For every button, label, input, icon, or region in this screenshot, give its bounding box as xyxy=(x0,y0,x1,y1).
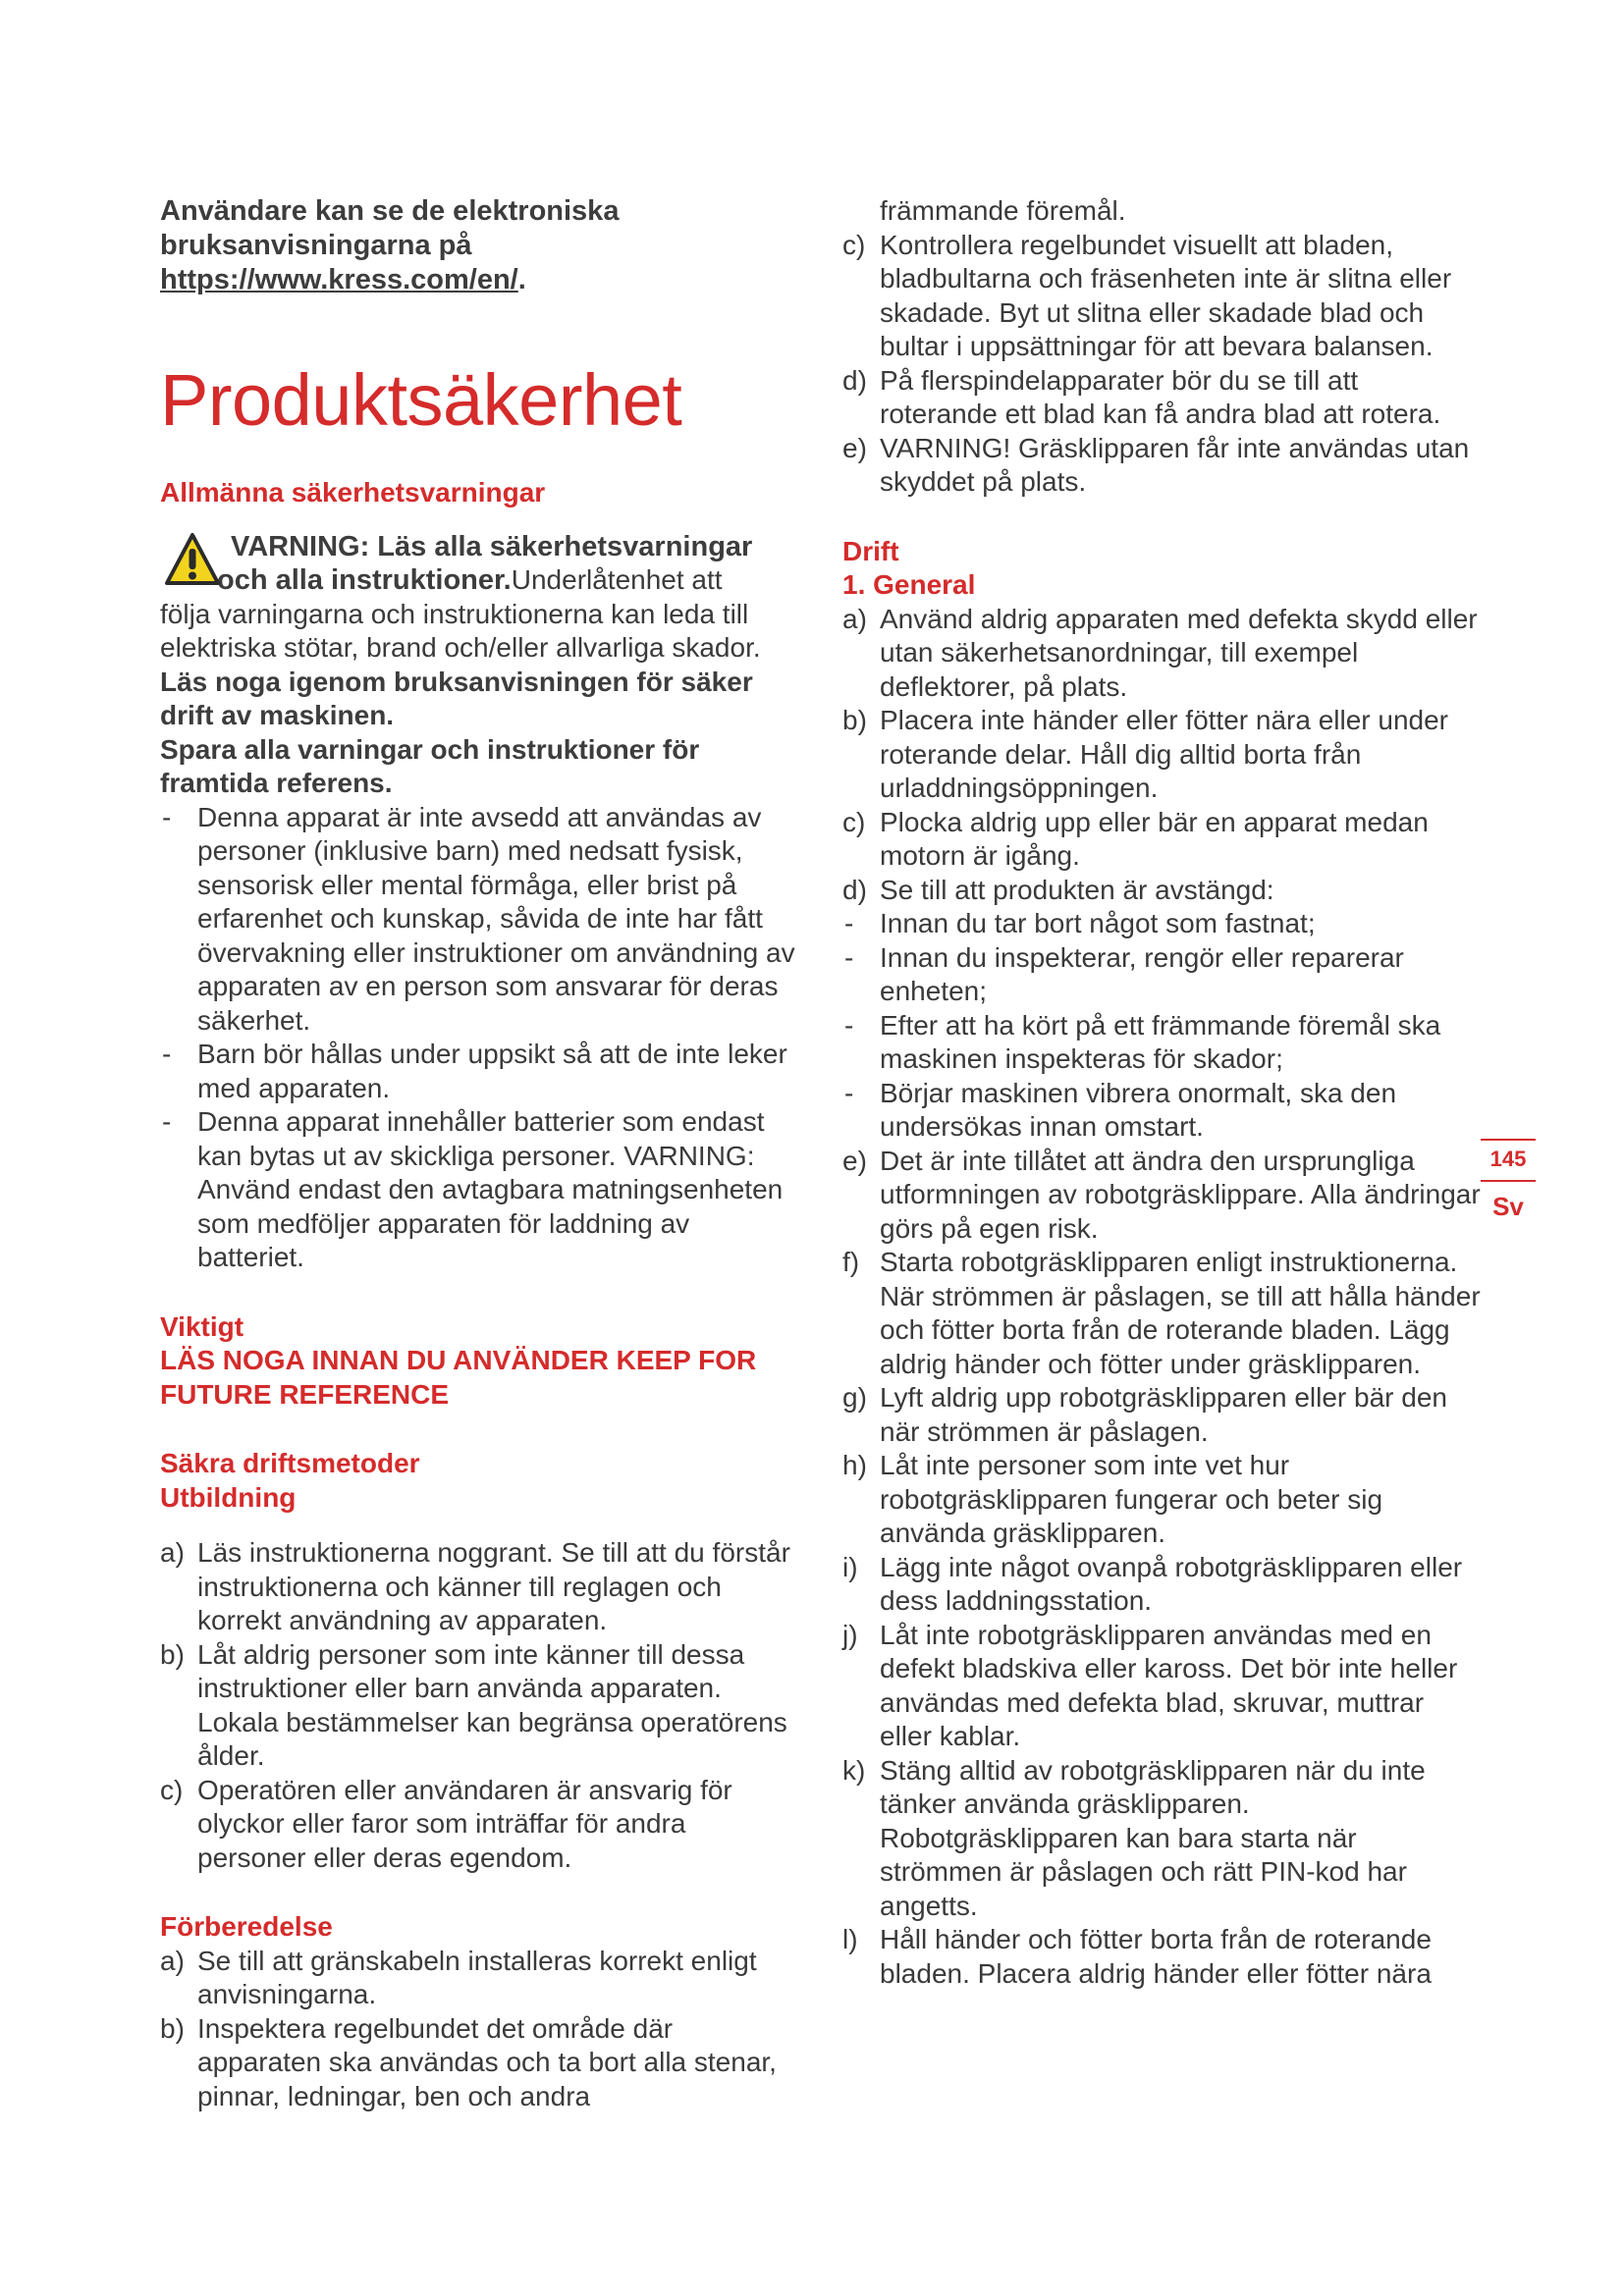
preparation-heading: Förberedelse xyxy=(160,1911,333,1942)
list-item xyxy=(160,1638,798,1774)
general-list-continued xyxy=(842,1145,1481,1992)
list-item xyxy=(160,1945,798,2012)
list-marker: c) xyxy=(842,229,866,260)
right-column xyxy=(842,194,1481,1991)
list-text: Inspektera regelbundet det område där apparaten ska användas och ta bort alla stenar, pinnar, ledningar, ben och andra xyxy=(197,2012,777,2111)
list-text: Låt inte robotgräsklipparen användas med en defekt bladskiva eller kaross. Det bör inte heller användas med defekta blad, skruvar, muttrar eller kablar. xyxy=(880,1619,1458,1751)
list-text: Lyft aldrig upp robotgräsklipparen eller bär den när strömmen är påslagen. xyxy=(880,1382,1447,1447)
manual-link[interactable]: https://www.kress.com/en/ xyxy=(160,264,518,295)
list-item xyxy=(160,1774,798,1876)
page-marker xyxy=(1481,1139,1536,1221)
list-marker: c) xyxy=(160,1774,184,1805)
list-text: Se till att gränskabeln installeras korrekt enligt anvisningarna. xyxy=(197,1945,757,2009)
list-item xyxy=(842,603,1481,705)
page-marker-rule xyxy=(1481,1139,1536,1141)
training-list xyxy=(160,1536,798,1875)
list-text: VARNING! Gräsklipparen får inte användas utan skyddet på plats. xyxy=(880,432,1470,497)
save-warnings-note: Spara alla varningar och instruktioner för framtida referens. xyxy=(160,733,700,798)
general-warnings-list xyxy=(160,801,798,1275)
list-item xyxy=(842,1145,1481,1247)
operation-heading: Drift xyxy=(842,535,899,566)
general-warnings-heading: Allmänna säkerhetsvarningar xyxy=(160,477,546,507)
list-item: - Denna apparat innehåller batterier som endast kan bytas ut av skickliga personer. VARNING: Använd endast den avtagbara matningsenheten som medföljer apparaten för laddning av batteriet. xyxy=(160,1105,798,1275)
general-heading: 1. General xyxy=(842,569,976,600)
list-text: Lägg inte något ovanpå robotgräsklipparen eller dess laddningsstation. xyxy=(880,1551,1463,1616)
list-item xyxy=(842,806,1481,874)
list-text: Låt aldrig personer som inte känner till dessa instruktioner eller barn använda apparaten. Lokala bestämmelser kan begränsa operatörens ålder. xyxy=(197,1638,787,1771)
list-item xyxy=(160,2012,798,2114)
list-marker: l) xyxy=(842,1924,858,1954)
list-marker: a) xyxy=(160,1945,185,1976)
list-item xyxy=(842,432,1481,500)
list-text: Se till att produkten är avstängd: xyxy=(880,874,1274,905)
list-text: På flerspindelapparater bör du se till att roterande ett blad kan få andra blad att rotera. xyxy=(880,364,1441,429)
intro-text: Användare kan se de elektroniska bruksanvisningarna på xyxy=(160,195,620,261)
page-title: Produktsäkerhet xyxy=(160,359,682,441)
list-marker: f) xyxy=(842,1247,860,1277)
left-column xyxy=(160,194,798,2113)
list-item xyxy=(842,874,1481,908)
language-code: Sv xyxy=(1492,1192,1524,1221)
list-marker: b) xyxy=(842,705,867,735)
preparation-list xyxy=(160,1945,798,2114)
list-text: Låt inte personer som inte vet hur robotgräsklipparen fungerar och beter sig använda gräsklipparen. xyxy=(880,1450,1383,1548)
list-item xyxy=(842,364,1481,432)
list-marker: h) xyxy=(842,1450,867,1480)
warning-text: följa varningarna och instruktionerna kan leda till elektriska stötar, brand och/eller allvarliga skador. xyxy=(160,598,761,663)
list-marker: b) xyxy=(160,2012,185,2044)
list-marker: i) xyxy=(842,1551,858,1582)
list-marker: d) xyxy=(842,874,867,905)
list-item: - Denna apparat är inte avsedd att användas av personer (inklusive barn) med nedsatt fysisk, sensorisk eller mental förmåga, eller brist på erfarenhet och kunskap, såvida de inte har fått övervakning eller instruktioner om användning av apparaten av en person som ansvarar för deras säkerhet. xyxy=(160,801,798,1039)
list-text: Starta robotgräsklipparen enligt instruktionerna. När strömmen är påslagen, se till att hålla händer och fötter borta från de roterande bladen. Lägg aldrig händer och fötter under gräsklipparen. xyxy=(880,1247,1481,1379)
list-marker: g) xyxy=(842,1382,867,1413)
list-text: Håll händer och fötter borta från de roterande bladen. Placera aldrig händer eller fötter nära xyxy=(880,1924,1432,1989)
list-item: - Efter att ha kört på ett främmande föremål ska maskinen inspekteras för skador; xyxy=(842,1009,1481,1077)
warning-line-2 xyxy=(160,563,798,598)
warning-triangle-icon xyxy=(164,532,221,587)
list-marker: a) xyxy=(842,603,867,634)
list-text: Läs instruktionerna noggrant. Se till att du förstår instruktionerna och känner till reglagen och korrekt användning av apparaten. xyxy=(197,1537,790,1635)
list-item xyxy=(842,1246,1481,1381)
list-item xyxy=(842,1551,1481,1619)
list-text: Stäng alltid av robotgräsklipparen när du inte tänker använda gräsklipparen. Robotgräsklipparen kan bara starta när strömmen är påslagen och rätt PIN-kod har angetts. xyxy=(880,1754,1426,1921)
list-item xyxy=(842,1619,1481,1754)
warning-bold-2: och alla instruktioner. xyxy=(217,564,512,596)
list-text: Använd aldrig apparaten med defekta skydd eller utan säkerhetsanordningar, till exempel deflektorer, på plats. xyxy=(880,603,1478,702)
safe-operation-heading: Säkra driftsmetoder xyxy=(160,1448,420,1478)
important-heading: Viktigt xyxy=(160,1310,244,1342)
general-list xyxy=(842,603,1481,908)
list-marker: j) xyxy=(842,1619,858,1650)
list-text: Plocka aldrig upp eller bär en apparat medan motorn är igång. xyxy=(880,806,1429,871)
intro-after: . xyxy=(517,264,526,295)
read-manual-note: Läs noga igenom bruksanvisningen för säker drift av maskinen. xyxy=(160,666,753,730)
list-item: - Innan du inspekterar, rengör eller reparerar enheten; xyxy=(842,941,1481,1009)
page-number: 145 xyxy=(1489,1147,1527,1171)
continuation-text: främmande föremål. xyxy=(880,195,1126,226)
list-marker: b) xyxy=(160,1638,185,1670)
training-heading: Utbildning xyxy=(160,1481,297,1513)
list-item: - Barn bör hållas under uppsikt så att de inte leker med apparaten. xyxy=(160,1038,798,1105)
list-item xyxy=(842,1754,1481,1924)
important-line: LÄS NOGA INNAN DU ANVÄNDER KEEP FOR FUTURE REFERENCE xyxy=(160,1345,757,1410)
page-marker-rule xyxy=(1481,1180,1536,1182)
intro-paragraph xyxy=(160,194,798,297)
list-marker: e) xyxy=(842,432,867,463)
list-item xyxy=(842,1923,1481,1991)
list-item xyxy=(842,704,1481,806)
list-item xyxy=(842,229,1481,364)
list-text: Det är inte tillåtet att ändra den ursprungliga utformningen av robotgräsklippare. Alla ändringar görs på egen risk. xyxy=(880,1145,1481,1244)
preparation-list-continued xyxy=(842,229,1481,500)
list-item xyxy=(842,1381,1481,1449)
list-text: Kontrollera regelbundet visuellt att bladen, bladbultarna och fräsenheten inte är slitna eller skadade. Byt ut slitna eller skadade blad och bultar i uppsättningar för att bevara balansen. xyxy=(880,229,1452,361)
warning-line-1: VARNING: Läs alla säkerhetsvarningar xyxy=(231,530,753,562)
list-text: Placera inte händer eller fötter nära eller under roterande delar. Håll dig alltid borta från urladdningsöppningen. xyxy=(880,705,1449,803)
list-item: - Börjar maskinen vibrera onormalt, ska den undersökas innan omstart. xyxy=(842,1077,1481,1145)
warning-block xyxy=(160,530,798,666)
list-item xyxy=(842,1449,1481,1551)
switch-off-list xyxy=(842,907,1481,1145)
list-marker: c) xyxy=(842,806,866,837)
list-marker: k) xyxy=(842,1754,866,1786)
list-item xyxy=(160,1536,798,1638)
list-marker: a) xyxy=(160,1537,185,1568)
list-marker: d) xyxy=(842,364,867,396)
list-marker: e) xyxy=(842,1145,867,1176)
list-item: - Innan du tar bort något som fastnat; xyxy=(842,907,1481,941)
warning-text-tail: Underlåtenhet att xyxy=(511,564,723,595)
list-text: Operatören eller användaren är ansvarig för olyckor eller faror som inträffar för andra personer eller deras egendom. xyxy=(197,1774,732,1873)
